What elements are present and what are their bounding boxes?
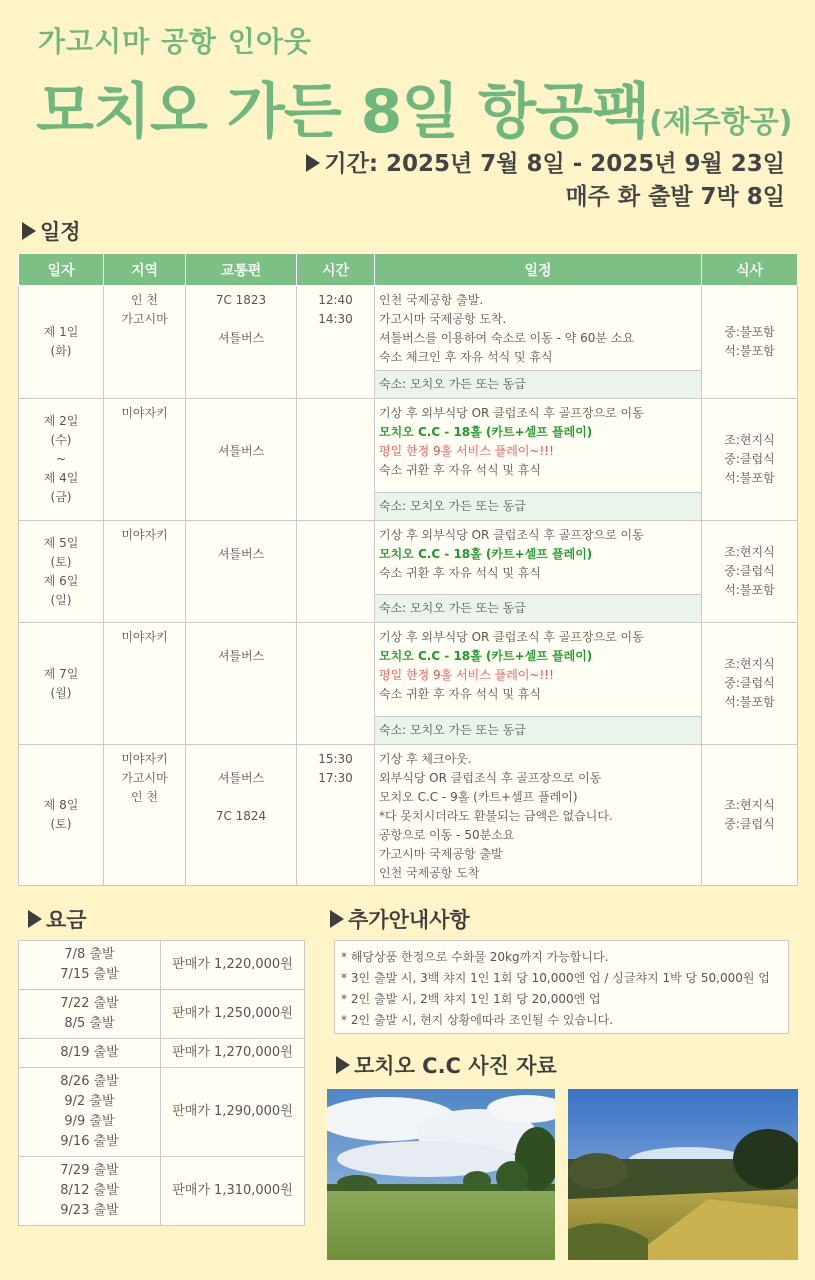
day-label: 제 1일 bbox=[43, 325, 79, 339]
day-cell bbox=[19, 521, 104, 623]
transport-label: 셔틀버스 bbox=[217, 547, 265, 561]
region-label: 가고시마 bbox=[121, 312, 168, 326]
day-label: 제 2일 bbox=[43, 414, 79, 428]
day-label: 제 5일 bbox=[43, 535, 79, 550]
schedule-row bbox=[19, 623, 798, 745]
day-label: (금) bbox=[50, 490, 72, 504]
region-label: 미야자키 bbox=[121, 406, 168, 420]
schedule-line: 모치오 C.C - 9홀 (카트+셀프 플레이) bbox=[379, 790, 578, 804]
time-cell bbox=[297, 745, 375, 886]
notice-item: * 2인 출발 시, 2백 챠지 1인 1회 당 20,000엔 업 bbox=[341, 992, 601, 1006]
schedule-line: 숙소 귀환 후 자유 석식 및 휴식 bbox=[379, 687, 541, 701]
meal-label: 석:불포함 bbox=[724, 471, 775, 485]
triangle-right-icon bbox=[28, 910, 42, 928]
transport-label: 셔틀버스 bbox=[217, 444, 265, 458]
schedule-line: 가고시마 국제공항 출발 bbox=[379, 847, 503, 861]
schedule-cell bbox=[375, 399, 702, 521]
price-cell: 판매가 1,250,000원 bbox=[161, 990, 305, 1039]
meal-cell bbox=[702, 399, 798, 521]
day-label: ~ bbox=[55, 452, 67, 466]
region-cell bbox=[104, 521, 186, 623]
hotel-info: 숙소: 모치오 가든 또는 동급 bbox=[375, 716, 701, 744]
day-label: (일) bbox=[50, 592, 72, 607]
departure-date: 8/12 출발 bbox=[60, 1183, 119, 1198]
meal-cell bbox=[702, 623, 798, 745]
day-cell bbox=[19, 286, 104, 399]
transport-label bbox=[186, 788, 296, 807]
day-cell bbox=[19, 745, 104, 886]
photos-heading: 모치오 C.C 사진 자료 bbox=[336, 1050, 557, 1080]
golf-course-photo-2 bbox=[568, 1089, 798, 1260]
meal-label: 조:현지식 bbox=[724, 798, 775, 812]
meal-label: 중:클럽식 bbox=[724, 564, 775, 578]
region-label: 가고시마 bbox=[121, 771, 168, 785]
period-dates: 기간: 2025년 7월 8일 - 2025년 9월 23일 bbox=[324, 151, 785, 177]
schedule-cell bbox=[375, 286, 702, 399]
region-cell bbox=[104, 745, 186, 886]
col-header-day: 일자 bbox=[19, 254, 104, 286]
departure-date: 9/9 출발 bbox=[64, 1114, 115, 1129]
price-cell: 판매가 1,310,000원 bbox=[161, 1157, 305, 1226]
price-row bbox=[19, 990, 305, 1039]
time-label: 12:40 bbox=[318, 293, 353, 307]
schedule-heading: 일정 bbox=[22, 216, 81, 246]
schedule-line: 모치오 C.C - 18홀 (카트+셀프 플레이) bbox=[379, 425, 593, 439]
transport-label bbox=[186, 404, 296, 423]
day-label: (토) bbox=[50, 554, 72, 569]
transport-cell bbox=[186, 623, 297, 745]
period-departure: 매주 화 출발 7박 8일 bbox=[565, 184, 785, 210]
time-cell bbox=[297, 286, 375, 399]
region-label: 미야자키 bbox=[121, 752, 168, 766]
schedule-line: 인천 국제공항 출발. bbox=[379, 293, 484, 307]
day-label: 제 7일 bbox=[43, 666, 79, 681]
schedule-row bbox=[19, 745, 798, 886]
schedule-line: 기상 후 외부식당 OR 클럽조식 후 골프장으로 이동 bbox=[379, 630, 644, 644]
region-cell bbox=[104, 399, 186, 521]
day-label: (월) bbox=[50, 685, 72, 700]
transport-cell bbox=[186, 521, 297, 623]
day-label: 제 4일 bbox=[43, 471, 79, 485]
price-cell: 판매가 1,290,000원 bbox=[161, 1068, 305, 1157]
transport-label: 셔틀버스 bbox=[217, 331, 265, 345]
schedule-line: 공항으로 이동 - 50분소요 bbox=[379, 828, 515, 842]
price-cell: 판매가 1,270,000원 bbox=[161, 1039, 305, 1068]
day-label: 제 8일 bbox=[43, 798, 79, 812]
col-header-schedule: 일정 bbox=[375, 254, 702, 286]
departure-date: 8/19 출발 bbox=[60, 1045, 119, 1060]
departure-dates-cell bbox=[19, 1039, 161, 1068]
departure-date: 7/15 출발 bbox=[60, 967, 119, 982]
departure-date: 7/29 출발 bbox=[60, 1163, 119, 1178]
schedule-header-row bbox=[19, 254, 798, 286]
schedule-line: 외부식당 OR 클럽조식 후 골프장으로 이동 bbox=[379, 771, 602, 785]
departure-date: 9/23 출발 bbox=[60, 1203, 119, 1218]
price-row bbox=[19, 1157, 305, 1226]
day-cell bbox=[19, 623, 104, 745]
notice-item: * 3인 출발 시, 3백 챠지 1인 1회 당 10,000엔 업 / 싱글챠지 1박 당 50,000원 업 bbox=[341, 971, 770, 985]
schedule-line: 셔틀버스를 이용하여 숙소로 이동 - 약 60분 소요 bbox=[379, 331, 634, 345]
notice-item: * 2인 출발 시, 현지 상황에따라 조인될 수 있습니다. bbox=[341, 1013, 614, 1027]
schedule-row bbox=[19, 521, 798, 623]
region-label: 인 천 bbox=[131, 293, 158, 307]
notice-item: * 해당상품 한정으로 수화물 20kg까지 가능합니다. bbox=[341, 950, 609, 964]
time-cell bbox=[297, 399, 375, 521]
meal-label: 중:클럽식 bbox=[724, 452, 775, 466]
schedule-row bbox=[19, 399, 798, 521]
meal-label: 조:현지식 bbox=[724, 545, 775, 559]
col-header-region: 지역 bbox=[104, 254, 186, 286]
transport-cell bbox=[186, 745, 297, 886]
transport-cell bbox=[186, 286, 297, 399]
meal-cell bbox=[702, 286, 798, 399]
day-label: 제 6일 bbox=[43, 573, 79, 588]
day-label: (토) bbox=[50, 817, 72, 831]
schedule-line: 숙소 귀환 후 자유 석식 및 휴식 bbox=[379, 566, 541, 580]
meal-label: 석:불포함 bbox=[724, 583, 775, 597]
transport-label bbox=[186, 526, 296, 545]
triangle-right-icon bbox=[330, 910, 344, 928]
pricing-table bbox=[18, 940, 305, 1226]
schedule-line: *다 못치시더라도 환불되는 금액은 없습니다. bbox=[379, 809, 613, 823]
meal-cell bbox=[702, 745, 798, 886]
title-main: 모치오 가든 8일 항공팩 bbox=[36, 77, 650, 147]
departure-date: 9/2 출발 bbox=[64, 1094, 115, 1109]
day-label: (수) bbox=[50, 433, 72, 447]
schedule-line: 모치오 C.C - 18홀 (카트+셀프 플레이) bbox=[379, 547, 593, 561]
hotel-info: 숙소: 모치오 가든 또는 동급 bbox=[375, 594, 701, 622]
region-cell bbox=[104, 286, 186, 399]
region-label: 미야자키 bbox=[121, 528, 168, 542]
departure-dates-cell bbox=[19, 1068, 161, 1157]
departure-date: 8/5 출발 bbox=[64, 1016, 115, 1031]
period-block bbox=[306, 148, 785, 214]
schedule-line: 숙소 체크인 후 자유 석식 및 휴식 bbox=[379, 350, 553, 364]
schedule-table bbox=[18, 253, 798, 886]
price-row bbox=[19, 1068, 305, 1157]
schedule-line: 인천 국제공항 도착 bbox=[379, 866, 480, 880]
transport-label bbox=[186, 750, 296, 769]
page-title bbox=[36, 64, 792, 150]
schedule-line: 기상 후 외부식당 OR 클럽조식 후 골프장으로 이동 bbox=[379, 406, 644, 420]
col-header-meal: 식사 bbox=[702, 254, 798, 286]
schedule-line: 숙소 귀환 후 자유 석식 및 휴식 bbox=[379, 463, 541, 477]
hotel-info: 숙소: 모치오 가든 또는 동급 bbox=[375, 370, 701, 398]
title-suffix: (제주항공) bbox=[649, 105, 793, 140]
transport-cell bbox=[186, 399, 297, 521]
schedule-line: 평일 한정 9홀 서비스 플레이~!!! bbox=[379, 668, 554, 682]
notice-heading: 추가안내사항 bbox=[330, 904, 470, 934]
schedule-row bbox=[19, 286, 798, 399]
schedule-line: 가고시마 국제공항 도착. bbox=[379, 312, 507, 326]
price-row bbox=[19, 1039, 305, 1068]
time-label: 14:30 bbox=[318, 312, 353, 326]
schedule-cell bbox=[375, 623, 702, 745]
meal-label: 중:불포함 bbox=[724, 325, 775, 339]
departure-dates-cell bbox=[19, 941, 161, 990]
schedule-line: 모치오 C.C - 18홀 (카트+셀프 플레이) bbox=[379, 649, 593, 663]
meal-label: 조:현지식 bbox=[724, 657, 775, 671]
triangle-right-icon bbox=[22, 222, 36, 240]
departure-dates-cell bbox=[19, 1157, 161, 1226]
transport-label: 셔틀버스 bbox=[217, 649, 265, 663]
meal-label: 석:불포함 bbox=[724, 695, 775, 709]
time-cell bbox=[297, 623, 375, 745]
triangle-right-icon bbox=[336, 1056, 350, 1074]
schedule-cell bbox=[375, 745, 702, 886]
schedule-line: 기상 후 체크아웃. bbox=[379, 752, 472, 766]
time-cell bbox=[297, 521, 375, 623]
transport-label: 7C 1823 bbox=[215, 293, 267, 307]
region-cell bbox=[104, 623, 186, 745]
price-row bbox=[19, 941, 305, 990]
departure-dates-cell bbox=[19, 990, 161, 1039]
meal-cell bbox=[702, 521, 798, 623]
pricing-heading: 요금 bbox=[28, 904, 87, 934]
hotel-info: 숙소: 모치오 가든 또는 동급 bbox=[375, 492, 701, 520]
transport-label: 셔틀버스 bbox=[217, 771, 265, 785]
meal-label: 석:불포함 bbox=[724, 344, 775, 358]
schedule-line: 평일 한정 9홀 서비스 플레이~!!! bbox=[379, 444, 554, 458]
time-label: 15:30 bbox=[318, 752, 353, 766]
departure-date: 8/26 출발 bbox=[60, 1074, 119, 1089]
triangle-right-icon bbox=[306, 154, 320, 172]
region-label: 미야자키 bbox=[121, 630, 168, 644]
departure-date: 9/16 출발 bbox=[60, 1134, 119, 1149]
subtitle: 가고시마 공항 인아웃 bbox=[38, 25, 312, 58]
departure-date: 7/22 출발 bbox=[60, 996, 119, 1011]
meal-label: 조:현지식 bbox=[724, 433, 775, 447]
departure-date: 7/8 출발 bbox=[64, 947, 115, 962]
schedule-cell bbox=[375, 521, 702, 623]
day-label: (화) bbox=[50, 344, 72, 358]
notice-box bbox=[334, 940, 789, 1034]
meal-label: 중:클럽식 bbox=[724, 676, 775, 690]
price-cell: 판매가 1,220,000원 bbox=[161, 941, 305, 990]
schedule-line: 기상 후 외부식당 OR 클럽조식 후 골프장으로 이동 bbox=[379, 528, 644, 542]
day-cell bbox=[19, 399, 104, 521]
meal-label: 중:클럽식 bbox=[724, 817, 775, 831]
time-label: 17:30 bbox=[318, 771, 353, 785]
col-header-time: 시간 bbox=[297, 254, 375, 286]
region-label: 인 천 bbox=[131, 790, 158, 804]
golf-course-photo-1 bbox=[327, 1089, 555, 1260]
transport-label: 7C 1824 bbox=[215, 809, 267, 823]
col-header-transport: 교통편 bbox=[186, 254, 297, 286]
transport-label bbox=[186, 628, 296, 647]
transport-label bbox=[186, 310, 296, 329]
transport-label bbox=[186, 423, 296, 442]
